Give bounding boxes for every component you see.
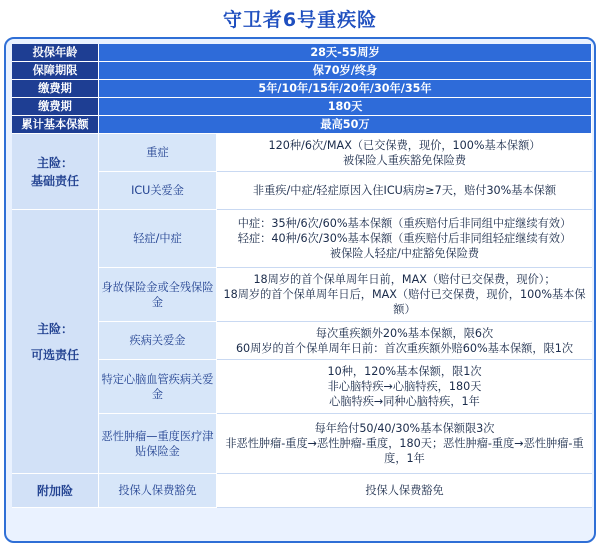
row-value: 最高50万 [99, 116, 592, 134]
desc-line: 心脑特疾→同种心脑特疾，1年 [329, 395, 480, 408]
table-row [12, 474, 592, 508]
desc-line: 被保险人重疾豁免保险费 [342, 153, 467, 167]
desc-line: 每年给付50/40/30%基本保额限3次 [314, 422, 495, 435]
group-label-line: 主险： [36, 321, 73, 336]
item-name: ICU关爱金 [99, 172, 217, 210]
table-row [12, 172, 592, 210]
group-label-line: 可选责任 [30, 347, 79, 362]
item-desc [217, 210, 592, 268]
item-desc [217, 414, 592, 474]
desc-line: 非心脑特疾→心脑特疾，180天 [327, 380, 482, 393]
table-row [12, 44, 592, 62]
group-label-optional [12, 210, 99, 474]
desc-line: 60周岁的首个保单周年日前：首次重疾额外赔60%基本保额，限1次 [235, 341, 574, 355]
row-label: 投保年龄 [12, 44, 99, 62]
item-desc [217, 172, 592, 210]
row-label: 缴费期 [12, 80, 99, 98]
item-name: 重症 [99, 134, 217, 172]
item-name: 恶性肿瘤—重度医疗津贴保险金 [99, 414, 217, 474]
row-label: 缴费期 [12, 98, 99, 116]
table-row [12, 414, 592, 474]
row-value: 180天 [99, 98, 592, 116]
row-value: 28天-55周岁 [99, 44, 592, 62]
table-row [12, 134, 592, 172]
item-name: 特定心脑血管疾病关爱金 [99, 360, 217, 414]
table-row [12, 360, 592, 414]
desc-line: 中症：35种/6次/60%基本保额（重疾赔付后非同组中症继续有效） [237, 217, 572, 230]
item-desc [217, 134, 592, 172]
desc-line: 每次重疾额外20%基本保额，限6次 [315, 326, 494, 340]
item-name: 疾病关爱金 [99, 322, 217, 360]
desc-line: 10种，120%基本保额，限1次 [327, 365, 482, 378]
table-row [12, 98, 592, 116]
item-desc [217, 360, 592, 414]
desc-line: 18周岁的首个保单周年日后，MAX（赔付已交保费，现价，100%基本保额） [223, 288, 586, 316]
group-label-basic [12, 134, 99, 210]
desc-line: 投保人保费豁免 [365, 484, 444, 497]
group-label-rider: 附加险 [12, 474, 99, 508]
item-name: 轻症/中症 [99, 210, 217, 268]
row-label: 累计基本保额 [12, 116, 99, 134]
table-row [12, 62, 592, 80]
desc-line: 被保险人轻症/中症豁免保险费 [329, 247, 480, 260]
item-desc [217, 268, 592, 322]
group-label-line: 基础责任 [30, 173, 79, 188]
table-row [12, 322, 592, 360]
desc-line: 18周岁的首个保单周年日前，MAX（赔付已交保费，现价）； [253, 273, 556, 286]
row-value: 保70岁/终身 [99, 62, 592, 80]
desc-line: 非重疾/中症/轻症原因入住ICU病房≥7天，赔付30%基本保额 [252, 184, 557, 197]
coverage-table [12, 44, 592, 508]
row-value: 5年/10年/15年/20年/30年/35年 [99, 80, 592, 98]
item-desc [217, 474, 592, 508]
table-row [12, 268, 592, 322]
table-row [12, 80, 592, 98]
table-row [12, 116, 592, 134]
table-row [12, 210, 592, 268]
desc-line: 120种/6次/MAX（已交保费，现价，100%基本保额） [268, 138, 541, 152]
page-title: 守卫者6号重疾险 [222, 8, 378, 31]
desc-line: 非恶性肿瘤-重度→恶性肿瘤-重度，180天；恶性肿瘤-重度→恶性肿瘤-重度，1年 [225, 437, 584, 465]
coverage-table-frame [4, 37, 596, 543]
desc-line: 轻症：40种/6次/30%基本保额（重疾赔付后非同组轻症继续有效） [237, 232, 572, 245]
row-label: 保障期限 [12, 62, 99, 80]
item-name: 投保人保费豁免 [99, 474, 217, 508]
item-name: 身故保险金或全残保险金 [99, 268, 217, 322]
item-desc [217, 322, 592, 360]
group-label-line: 主险： [36, 155, 73, 170]
